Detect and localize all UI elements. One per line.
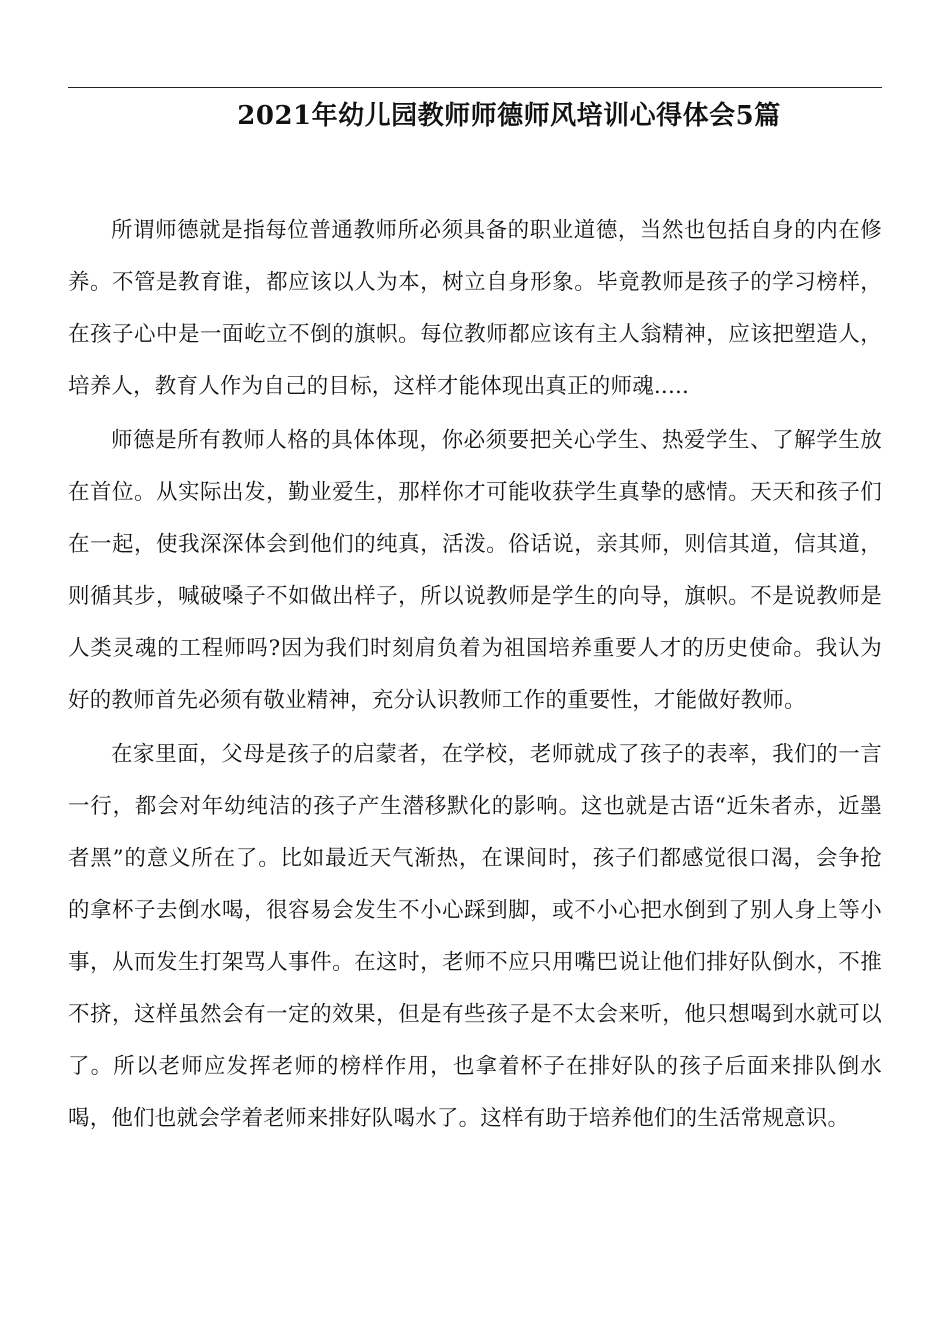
document-title: 2021年幼儿园教师师德师风培训心得体会5篇 [237,101,781,131]
paragraph-3: 在家里面，父母是孩子的启蒙者，在学校，老师就成了孩子的表率，我们的一言一行，都会对年幼纯洁的孩子产生潜移默化的影响。这也就是古语“近朱者赤，近墨者黑”的意义所在了。比如最近天气渐热，在课间时，孩子们都感觉很口渴，会争抢的拿杯子去倒水喝，很容易会发生不小心踩到脚，或不小心把水倒到了别人身上等小事，从而发生打架骂人事件。在这时，老师不应只用嘴巴说让他们排好队倒水，不推不挤，这样虽然会有一定的效果，但是有些孩子是不太会来听，他只想喝到水就可以了。所以老师应发挥老师的榜样作用，也拿着杯子在排好队的孩子后面来排队倒水喝，他们也就会学着老师来排好队喝水了。这样有助于培养他们的生活常规意识。 [68,742,882,1131]
paragraph-1: 所谓师德就是指每位普通教师所必须具备的职业道德，当然也包括自身的内在修养。不管是教育谁，都应该以人为本，树立自身形象。毕竟教师是孩子的学习榜样，在孩子心中是一面屹立不倒的旗帜。每位教师都应该有主人翁精神，应该把塑造人，培养人，教育人作为自己的目标，这样才能体现出真正的师魂..... [68,218,882,399]
paragraph-2: 师德是所有教师人格的具体体现，你必须要把关心学生、热爱学生、了解学生放在首位。从实际出发，勤业爱生，那样你才可能收获学生真挚的感情。天天和孩子们在一起，使我深深体会到他们的纯真，活泼。俗话说，亲其师，则信其道，信其道，则循其步，喊破嗓子不如做出样子，所以说教师是学生的向导，旗帜。不是说教师是人类灵魂的工程师吗?因为我们时刻肩负着为祖国培养重要人才的历史使命。我认为好的教师首先必须有敬业精神，充分认识教师工作的重要性，才能做好教师。 [68,428,882,713]
document-body [68,205,882,1147]
header-rule [68,87,882,88]
